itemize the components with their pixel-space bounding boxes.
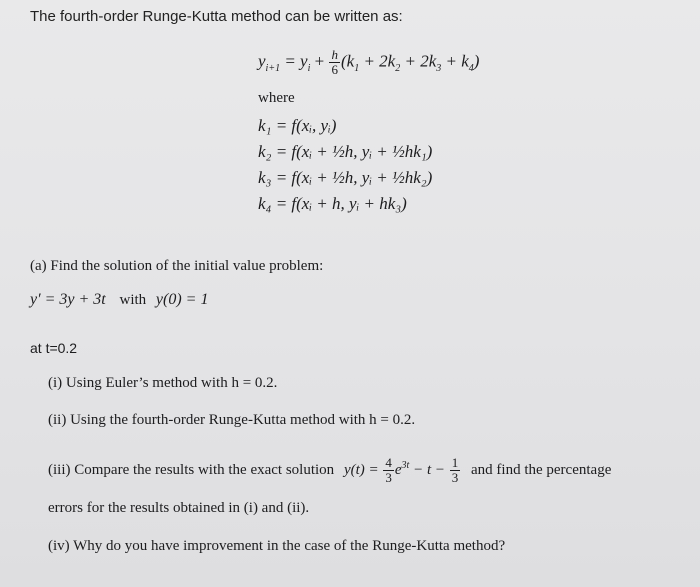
exact-frac2-den: 3 bbox=[451, 470, 459, 485]
formula-h-over-6 bbox=[329, 48, 340, 77]
exact-frac-1-3 bbox=[450, 456, 461, 485]
exact-frac2-num: 1 bbox=[451, 455, 459, 470]
frac-num-h: h bbox=[331, 47, 338, 62]
exact-exponent: 3t bbox=[401, 459, 410, 471]
sub-1: 1 bbox=[354, 62, 360, 74]
exact-frac-4-3 bbox=[383, 456, 394, 485]
formula-sub-i1: i+1 bbox=[265, 62, 281, 74]
item-iii-tail: and find the percentage bbox=[471, 461, 612, 478]
exact-solution bbox=[343, 455, 461, 485]
k4-formula: k₄ = f(xᵢ + h, yᵢ + hk₃) bbox=[258, 194, 407, 213]
item-ii: (ii) Using the fourth-order Runge-Kutta method with h = 0.2. bbox=[48, 412, 416, 428]
formula-k1: (k bbox=[340, 51, 355, 71]
item-iii-line1 bbox=[48, 456, 611, 485]
k3-formula: k₃ = f(xᵢ + ½h, yᵢ + ½hk₂) bbox=[258, 168, 433, 187]
exact-frac1-num: 4 bbox=[385, 455, 392, 470]
problem-title: The fourth-order Runge-Kutta method can be written as: bbox=[30, 8, 403, 25]
k2-formula: k₂ = f(xᵢ + ½h, yᵢ + ½hk₁) bbox=[258, 142, 433, 161]
formula-y: y bbox=[258, 51, 266, 71]
sub-3: 3 bbox=[436, 62, 442, 74]
item-i: (i) Using Euler’s method with h = 0.2. bbox=[48, 375, 278, 391]
at-t-value: at t=0.2 bbox=[30, 340, 78, 356]
formula-close: ) bbox=[473, 51, 480, 71]
frac-den-6: 6 bbox=[331, 62, 338, 77]
ivp-line bbox=[30, 291, 208, 309]
k1-formula: k₁ = f(xᵢ, yᵢ) bbox=[258, 116, 337, 135]
formula-plus: + bbox=[310, 51, 329, 71]
part-a-heading: (a) Find the solution of the initial value problem: bbox=[30, 258, 324, 274]
exact-frac1-den: 3 bbox=[385, 470, 392, 485]
formula-sub-i: i bbox=[307, 62, 311, 74]
sub-4: 4 bbox=[468, 62, 474, 74]
ode-with: with bbox=[119, 292, 147, 308]
where-label: where bbox=[258, 90, 295, 106]
formula-eq: = y bbox=[280, 51, 308, 71]
exact-e: e bbox=[394, 461, 402, 478]
item-iii-line2: errors for the results obtained in (i) and (ii). bbox=[48, 500, 310, 516]
exact-mid: − t − bbox=[409, 461, 445, 478]
formula-k3: + 2k bbox=[400, 51, 437, 71]
item-iii-text: (iii) Compare the results with the exact solution bbox=[48, 461, 335, 478]
ode-initial-condition: y(0) = 1 bbox=[155, 291, 209, 308]
item-iv: (iv) Why do you have improvement in the case of the Runge-Kutta method? bbox=[48, 538, 506, 554]
formula-k2: + 2k bbox=[359, 51, 396, 71]
exact-lhs: y(t) = bbox=[343, 461, 379, 478]
rk4-main-formula bbox=[258, 48, 479, 77]
formula-k4: + k bbox=[441, 51, 469, 71]
sub-2: 2 bbox=[395, 62, 401, 74]
ode-equation: y′ = 3y + 3t bbox=[30, 291, 106, 308]
